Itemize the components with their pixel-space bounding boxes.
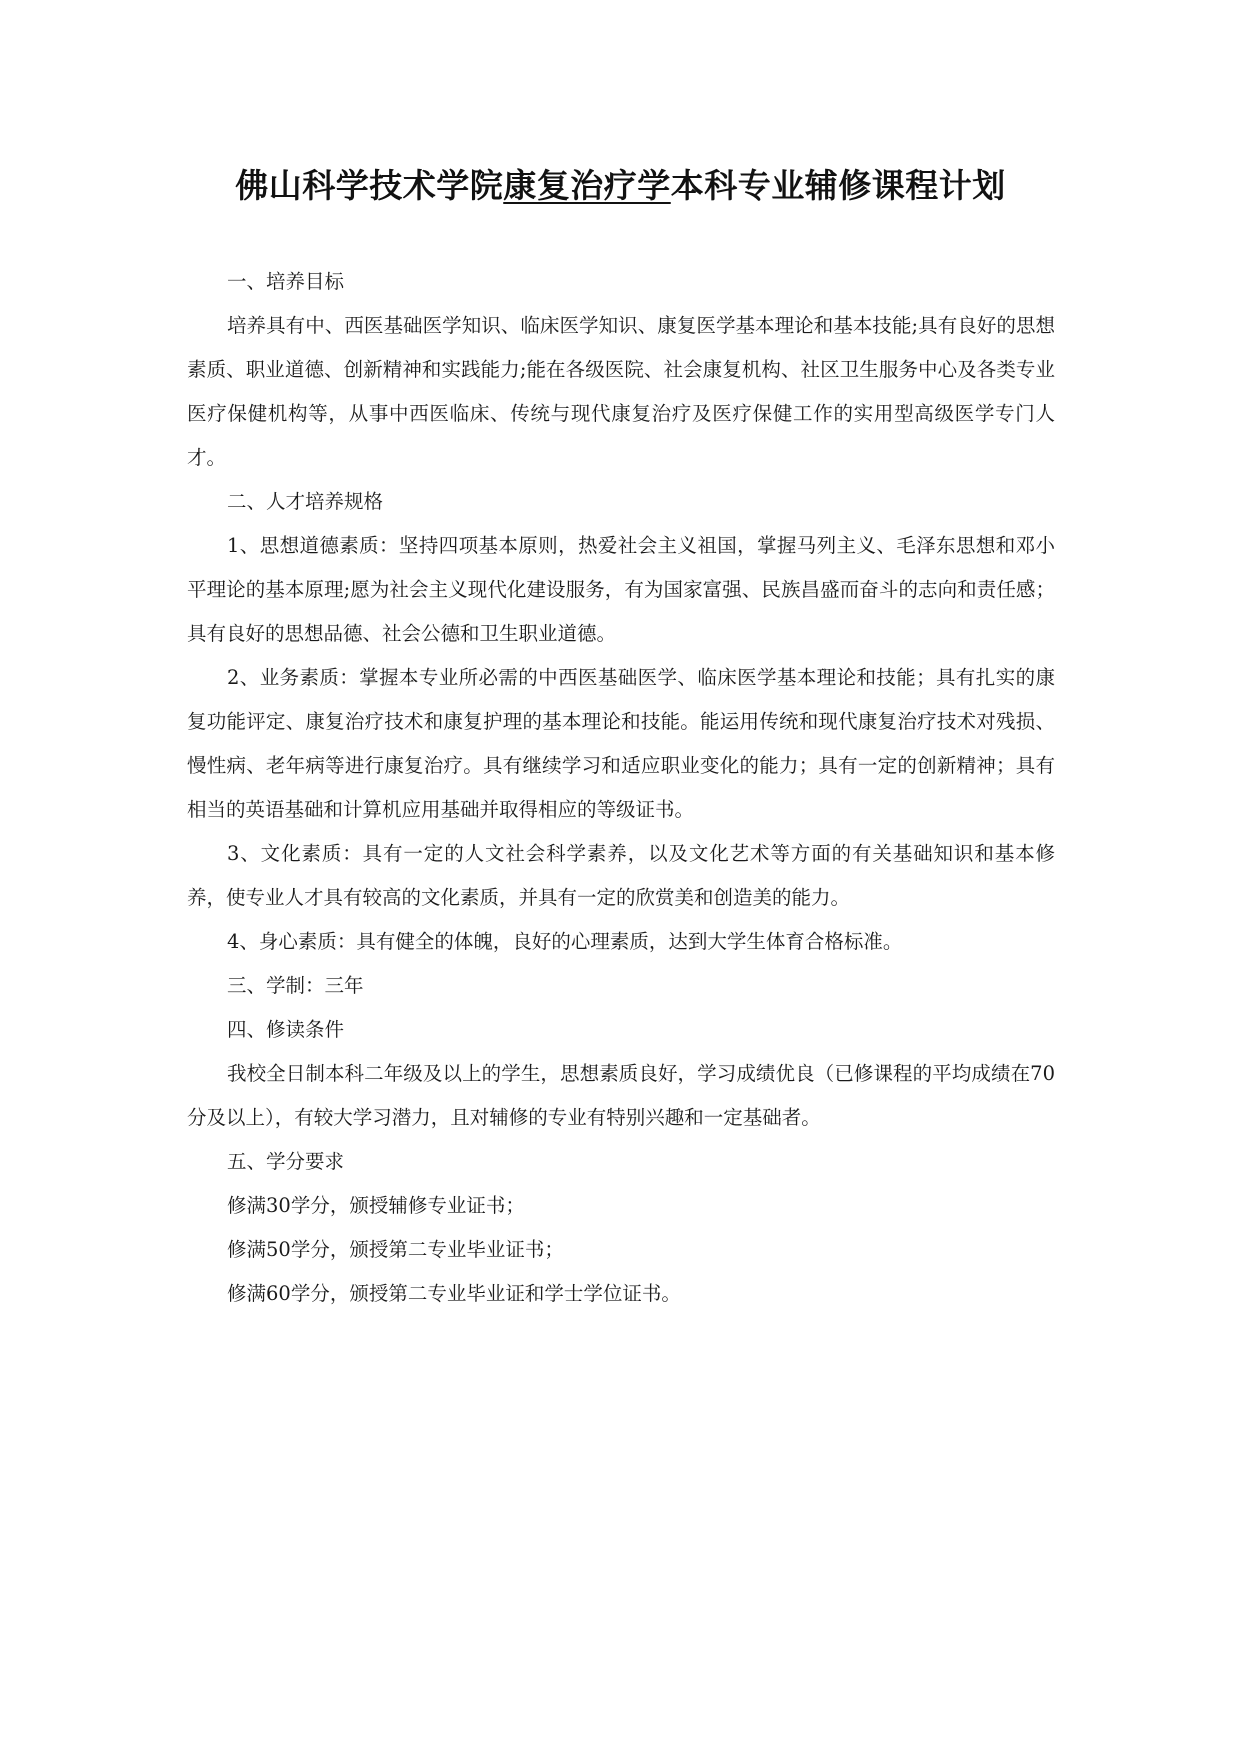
section-heading-conditions: 四、修读条件 [227, 1018, 345, 1041]
section-text-goals: 培养具有中、西医基础医学知识、临床医学知识、康复医学基本理论和基本技能;具有良好的思想素质、职业道德、创新精神和实践能力;能在各级医院、社会康复机构、社区卫生服务中心及各类专业医疗保健机构等，从事中西医临床、传统与现代康复治疗及医疗保健工作的实用型高级医学专门人才。 [187, 314, 1055, 469]
spec-item-culture: 3、文化素质：具有一定的人文社会科学素养，以及文化艺术等方面的有关基础知识和基本修养，使专业人才具有较高的文化素质，并具有一定的欣赏美和创造美的能力。 [187, 842, 1055, 909]
section-heading-specs: 二、人才培养规格 [227, 490, 384, 513]
section-heading-goals: 一、培养目标 [227, 270, 345, 293]
title-major: 康复治疗学 [503, 166, 671, 205]
credit-item-60: 修满60学分，颁授第二专业毕业证和学士学位证书。 [227, 1282, 681, 1305]
section-heading-duration: 三、学制：三年 [227, 974, 364, 997]
section-heading-credits: 五、学分要求 [227, 1150, 345, 1173]
spec-item-health: 4、身心素质：具有健全的体魄，良好的心理素质，达到大学生体育合格标准。 [227, 930, 903, 953]
title-prefix: 佛山科学技术学院 [235, 166, 504, 205]
credit-item-30: 修满30学分，颁授辅修专业证书； [227, 1194, 525, 1217]
page-title [0, 160, 1241, 207]
spec-item-moral: 1、思想道德素质：坚持四项基本原则，热爱社会主义祖国，掌握马列主义、毛泽东思想和邓小平理论的基本原理;愿为社会主义现代化建设服务，有为国家富强、民族昌盛而奋斗的志向和责任感；具有良好的思想品德、社会公德和卫生职业道德。 [187, 534, 1055, 645]
credit-item-50: 修满50学分，颁授第二专业毕业证书； [227, 1238, 564, 1261]
spec-item-professional: 2、业务素质：掌握本专业所必需的中西医基础医学、临床医学基本理论和技能；具有扎实的康复功能评定、康复治疗技术和康复护理的基本理论和技能。能运用传统和现代康复治疗技术对残损、慢性病、老年病等进行康复治疗。具有继续学习和适应职业变化的能力；具有一定的创新精神；具有相当的英语基础和计算机应用基础并取得相应的等级证书。 [187, 666, 1055, 821]
title-suffix: 本科专业辅修课程计划 [670, 166, 1006, 205]
document-body [187, 260, 1055, 1316]
section-text-conditions: 我校全日制本科二年级及以上的学生，思想素质良好，学习成绩优良（已修课程的平均成绩在70分及以上），有较大学习潜力，且对辅修的专业有特别兴趣和一定基础者。 [187, 1062, 1055, 1129]
